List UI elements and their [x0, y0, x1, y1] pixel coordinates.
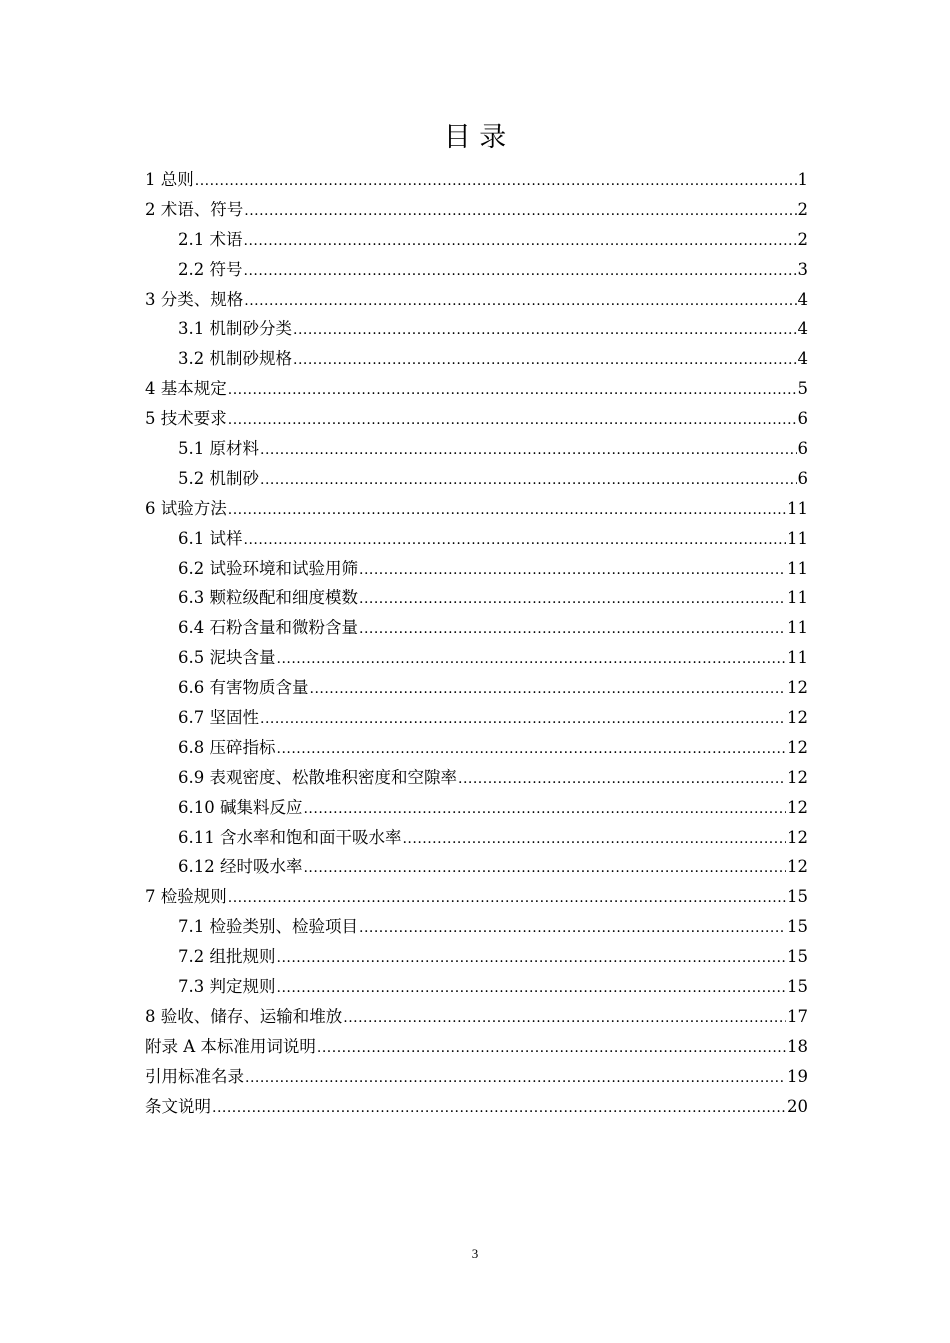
toc-entry-page: 15: [787, 947, 808, 967]
toc-leader-dots: [303, 854, 786, 884]
toc-entry-label: 3.2 机制砂规格: [178, 349, 292, 369]
toc-entry-label: 6.5 泥块含量: [178, 648, 276, 668]
toc-entry-page: 15: [787, 917, 808, 937]
toc-leader-dots: [293, 316, 797, 346]
toc-leader-dots: [244, 227, 797, 257]
toc-leader-dots: [228, 884, 786, 914]
toc-entry[interactable]: [145, 524, 808, 554]
toc-leader-dots: [228, 496, 786, 526]
toc-entry[interactable]: [145, 643, 808, 673]
toc-entry-page: 12: [787, 737, 808, 757]
toc-leader-dots: [277, 735, 787, 765]
toc-entry-page: 4: [797, 289, 808, 309]
toc-entry[interactable]: [145, 673, 808, 703]
toc-entry-label: 6.1 试样: [178, 528, 243, 548]
toc-entry-label: 6.12 经时吸水率: [178, 857, 303, 877]
toc-leader-dots: [244, 197, 796, 227]
toc-entry-page: 2: [797, 229, 808, 249]
toc-leader-dots: [245, 1064, 786, 1094]
toc-leader-dots: [260, 436, 797, 466]
toc-leader-dots: [359, 556, 786, 586]
toc-entry[interactable]: [145, 972, 808, 1002]
toc-entry-page: 4: [797, 319, 808, 339]
toc-entry[interactable]: [145, 344, 808, 374]
toc-entry-label: 8 验收、储存、运输和堆放: [145, 1006, 343, 1026]
toc-entry[interactable]: [145, 165, 808, 195]
toc-entry-label: 3 分类、规格: [145, 289, 244, 309]
toc-entry-label: 6.7 坚固性: [178, 708, 259, 728]
toc-entry-page: 15: [787, 977, 808, 997]
toc-leader-dots: [310, 675, 787, 705]
toc-entry-page: 17: [787, 1006, 808, 1026]
toc-leader-dots: [195, 167, 797, 197]
toc-entry-page: 1: [797, 170, 808, 189]
toc-entry[interactable]: [145, 374, 808, 404]
toc-entry[interactable]: [145, 852, 808, 882]
toc-entry-label: 7.2 组批规则: [178, 947, 276, 967]
toc-entry-label: 引用标准名录: [145, 1066, 244, 1086]
toc-entry-page: 12: [787, 857, 808, 877]
toc-entry[interactable]: [145, 793, 808, 823]
toc-entry-page: 6: [797, 409, 808, 429]
toc-entry[interactable]: [145, 225, 808, 255]
toc-entry-page: 20: [787, 1096, 808, 1116]
toc-entry-label: 6.8 压碎指标: [178, 737, 276, 757]
toc-entry-label: 5 技术要求: [145, 409, 227, 429]
toc-entry-page: 3: [797, 259, 808, 279]
toc-entry-label: 6 试验方法: [145, 498, 227, 518]
toc-entry-page: 6: [797, 468, 808, 488]
toc-entry[interactable]: [145, 195, 808, 225]
toc-entry-label: 2 术语、符号: [145, 199, 244, 219]
toc-entry[interactable]: [145, 494, 808, 524]
toc-leader-dots: [228, 406, 797, 436]
toc-entry-label: 6.3 颗粒级配和细度模数: [178, 588, 358, 608]
toc-leader-dots: [402, 825, 786, 855]
toc-entry-label: 1 总则: [145, 170, 194, 189]
toc-entry-page: 11: [787, 618, 808, 638]
toc-entry-label: 2.1 术语: [178, 229, 243, 249]
toc-entry-label: 6.10 碱集料反应: [178, 797, 303, 817]
toc-entry[interactable]: [145, 912, 808, 942]
page-title: 目 录: [443, 122, 507, 153]
toc-entry-page: 11: [787, 498, 808, 518]
toc-entry-page: 12: [787, 708, 808, 728]
toc-entry[interactable]: [145, 942, 808, 972]
toc-leader-dots: [260, 466, 797, 496]
toc-leader-dots: [228, 376, 797, 406]
toc-leader-dots: [244, 526, 787, 556]
page-number: 3: [471, 1246, 479, 1261]
toc-entry[interactable]: [145, 583, 808, 613]
toc-entry-label: 5.2 机制砂: [178, 468, 259, 488]
toc-entry-page: 5: [797, 379, 808, 399]
toc-leader-dots: [260, 705, 786, 735]
toc-entry-page: 15: [787, 887, 808, 907]
toc-leader-dots: [317, 1034, 786, 1064]
toc-entry[interactable]: [145, 613, 808, 643]
toc-entry-label: 7.3 判定规则: [178, 977, 276, 997]
toc-entry-page: 12: [787, 767, 808, 787]
toc-leader-dots: [277, 645, 787, 675]
toc-entry-page: 6: [797, 439, 808, 459]
toc-entry[interactable]: [145, 703, 808, 733]
toc-entry-page: 19: [787, 1066, 808, 1086]
toc-entry-label: 5.1 原材料: [178, 439, 259, 459]
toc-entry-label: 6.2 试验环境和试验用筛: [178, 558, 358, 578]
toc-entry[interactable]: [145, 285, 808, 315]
toc-leader-dots: [212, 1094, 786, 1124]
toc-entry[interactable]: [145, 1002, 808, 1032]
toc-entry[interactable]: [145, 464, 808, 494]
toc-entry-page: 18: [787, 1036, 808, 1056]
toc-leader-dots: [277, 974, 787, 1004]
toc-entry-label: 附录 A 本标准用词说明: [145, 1036, 316, 1056]
toc-entry-label: 6.11 含水率和饱和面干吸水率: [178, 827, 402, 847]
toc-leader-dots: [277, 944, 787, 974]
toc-entry[interactable]: [145, 554, 808, 584]
toc-entry-label: 7.1 检验类别、检验项目: [178, 917, 358, 937]
toc-leader-dots: [359, 615, 786, 645]
toc-leader-dots: [244, 257, 797, 287]
toc-entry-page: 2: [797, 199, 808, 219]
toc-entry-label: 7 检验规则: [145, 887, 227, 907]
toc-entry-page: 11: [787, 558, 808, 578]
toc-entry-page: 4: [797, 349, 808, 369]
toc-entry-page: 11: [787, 588, 808, 608]
toc-entry-label: 条文说明: [145, 1096, 211, 1116]
toc-leader-dots: [458, 765, 786, 795]
toc-entry[interactable]: [145, 434, 808, 464]
toc-entry[interactable]: [145, 255, 808, 285]
toc-entry[interactable]: [145, 823, 808, 853]
toc-entry[interactable]: [145, 763, 808, 793]
toc-entry-label: 2.2 符号: [178, 259, 243, 279]
toc-entry-page: 12: [787, 827, 808, 847]
toc-entry[interactable]: [145, 733, 808, 763]
toc-leader-dots: [293, 346, 797, 376]
toc-leader-dots: [303, 795, 786, 825]
toc-entry[interactable]: [145, 314, 808, 344]
toc-entry-page: 11: [787, 648, 808, 668]
toc-entry[interactable]: [145, 404, 808, 434]
table-of-contents: [145, 165, 808, 1122]
toc-entry-label: 4 基本规定: [145, 379, 227, 399]
toc-entry[interactable]: [145, 882, 808, 912]
toc-leader-dots: [359, 585, 786, 615]
toc-entry-label: 6.6 有害物质含量: [178, 678, 309, 698]
toc-leader-dots: [359, 914, 786, 944]
toc-entry[interactable]: [145, 1032, 808, 1062]
toc-entry-page: 11: [787, 528, 808, 548]
toc-entry[interactable]: [145, 1092, 808, 1122]
toc-entry-page: 12: [787, 678, 808, 698]
toc-leader-dots: [244, 287, 796, 317]
toc-entry-label: 6.9 表观密度、松散堆积密度和空隙率: [178, 767, 457, 787]
toc-entry-page: 12: [787, 797, 808, 817]
toc-entry[interactable]: [145, 1062, 808, 1092]
toc-leader-dots: [343, 1004, 786, 1034]
toc-entry-label: 6.4 石粉含量和微粉含量: [178, 618, 358, 638]
toc-entry-label: 3.1 机制砂分类: [178, 319, 292, 339]
